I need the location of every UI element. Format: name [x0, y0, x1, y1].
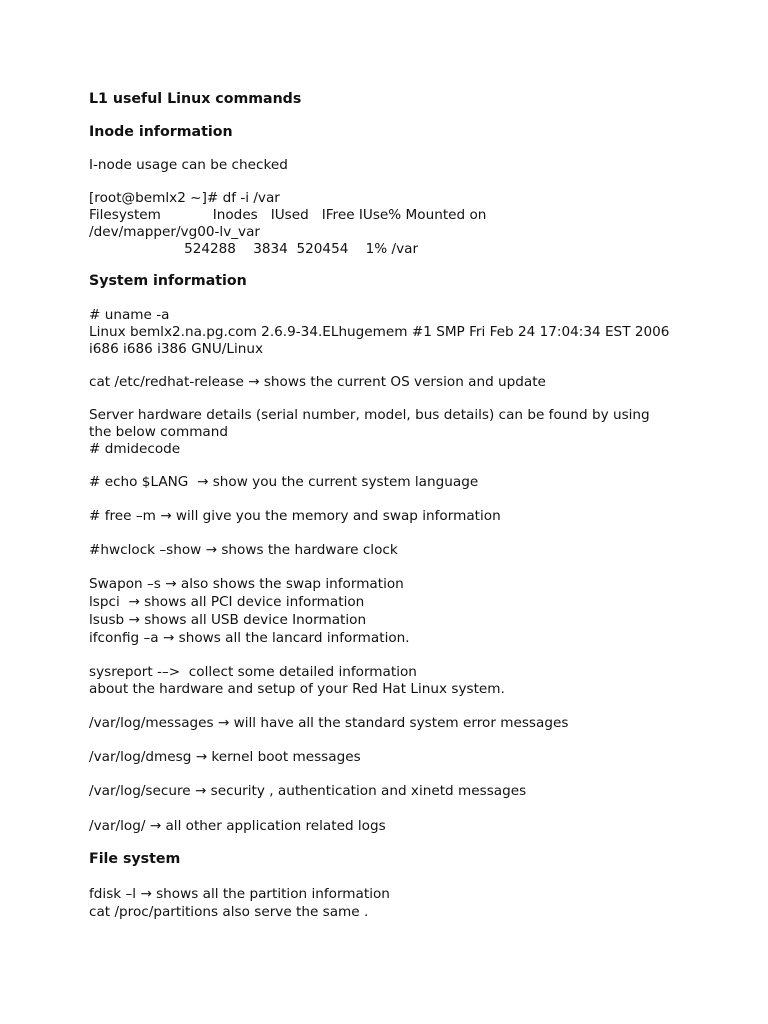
text-line: /var/log/dmesg → kernel boot messages: [89, 749, 361, 765]
document-title: L1 useful Linux commands: [89, 91, 302, 107]
text-line: /dev/mapper/vg00-lv_var: [89, 224, 261, 240]
text-line: lspci → shows all PCI device information: [89, 594, 365, 610]
text-line: cat /proc/partitions also serve the same .: [89, 904, 369, 920]
text-line: # dmidecode: [89, 441, 181, 457]
text-line: /var/log/messages → will have all the standard system error messages: [89, 715, 569, 731]
text-line: Linux bemlx2.na.pg.com 2.6.9-34.ELhugemem #1 SMP Fri Feb 24 17:04:34 EST 2006: [89, 324, 670, 340]
text-line: [root@bemlx2 ~]# df -i /var: [89, 190, 280, 206]
text-line: lsusb → shows all USB device Inormation: [89, 612, 367, 628]
text-line: I-node usage can be checked: [89, 157, 288, 173]
text-line: cat /etc/redhat-release → shows the current OS version and update: [89, 374, 546, 390]
section-heading-filesystem: File system: [89, 851, 181, 867]
text-line: 524288 3834 520454 1% /var: [89, 241, 419, 257]
text-line: sysreport -–> collect some detailed information: [89, 664, 417, 680]
text-line: about the hardware and setup of your Red Hat Linux system.: [89, 681, 505, 697]
text-line: Filesystem Inodes IUsed IFree IUse% Mounted on: [89, 207, 487, 223]
text-line: Swapon –s → also shows the swap information: [89, 576, 404, 592]
text-line: ifconfig –a → shows all the lancard information.: [89, 630, 410, 646]
text-line: #hwclock –show → shows the hardware clock: [89, 542, 398, 558]
text-line: /var/log/ → all other application related logs: [89, 818, 386, 834]
text-line: fdisk –l → shows all the partition information: [89, 886, 390, 902]
text-line: # uname -a: [89, 307, 170, 323]
text-line: /var/log/secure → security , authentication and xinetd messages: [89, 783, 527, 799]
text-line: the below command: [89, 424, 229, 440]
text-line: Server hardware details (serial number, model, bus details) can be found by using: [89, 407, 650, 423]
section-heading-inode: Inode information: [89, 124, 233, 140]
text-line: # echo $LANG → show you the current system language: [89, 474, 479, 490]
section-heading-system: System information: [89, 273, 247, 289]
text-line: # free –m → will give you the memory and swap information: [89, 508, 501, 524]
text-line: i686 i686 i386 GNU/Linux: [89, 341, 263, 357]
